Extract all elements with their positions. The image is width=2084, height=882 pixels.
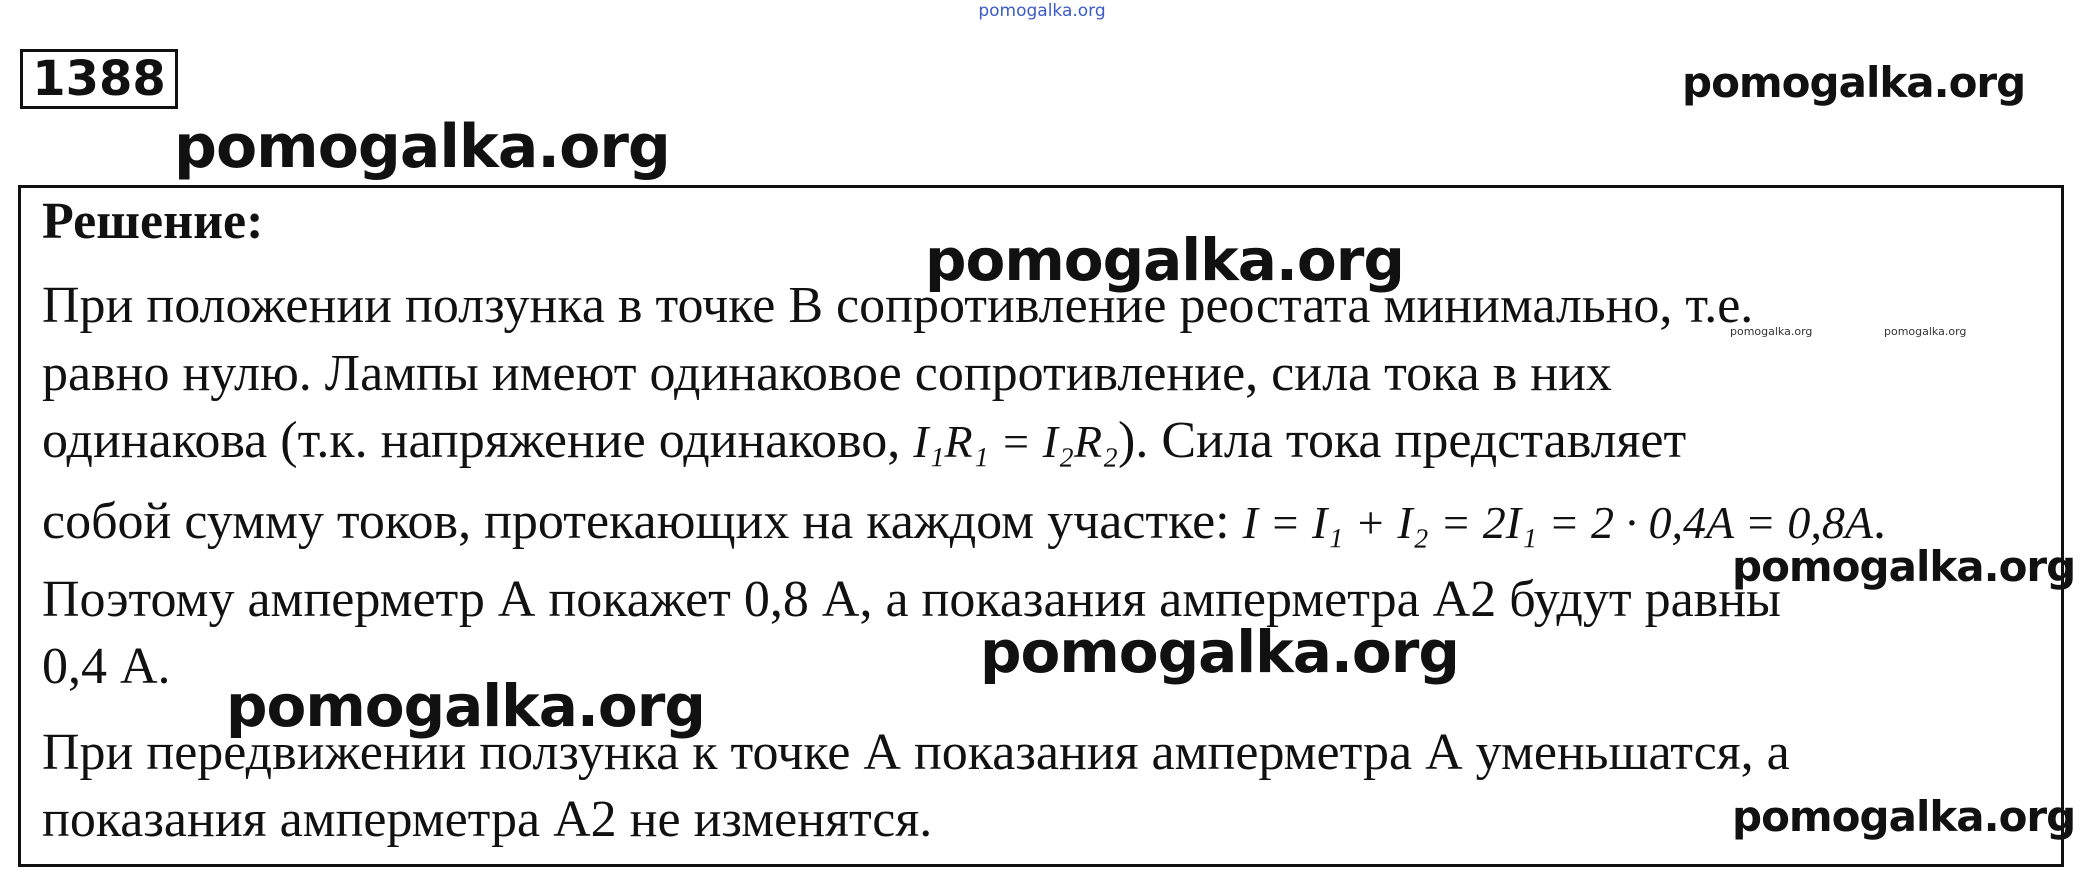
line3-end: ). Сила тока представляет [1118, 412, 1687, 469]
problem-number-box: 1388 [20, 49, 178, 109]
watermark-header-right: pomogalka.org [1682, 58, 2026, 107]
formula-equal-voltage: I₁R₁ = I₂R₂ [913, 416, 1119, 467]
solution-line-2: равно нулю. Лампы имеют одинаковое сопротивление, сила тока в них [42, 345, 1612, 402]
solution-line-7: При передвижении ползунка к точке А показания амперметра А уменьшатся, а [42, 724, 1790, 781]
watermark-left-bottom: pomogalka.org [226, 672, 705, 740]
line3-text: одинакова (т.к. напряжение одинаково, [42, 412, 901, 469]
watermark-header-left: pomogalka.org [174, 112, 670, 182]
line4-end: . [1872, 493, 1886, 550]
line4-text: собой сумму токов, протекающих на каждом участке: [42, 493, 1230, 550]
solution-line-5: Поэтому амперметр А покажет 0,8 А, а показания амперметра А2 будут равны [42, 571, 1781, 628]
watermark-tiny-1: pomogalka.org [1730, 325, 1813, 338]
solution-line-8: показания амперметра А2 не изменятся. [42, 791, 933, 848]
solution-line-4 [42, 492, 1886, 553]
top-watermark: pomogalka.org [978, 1, 1106, 21]
solution-line-3 [42, 411, 1686, 472]
watermark-mid-bottom: pomogalka.org [980, 618, 1459, 686]
solution-line-6: 0,4 А. [42, 638, 171, 695]
watermark-right-mid: pomogalka.org [1732, 542, 2076, 591]
solution-title: Решение: [42, 193, 264, 250]
watermark-tiny-2: pomogalka.org [1884, 325, 1967, 338]
formula-total-current: I = I₁ + I₂ = 2I₁ = 2 · 0,4A = 0,8A [1242, 497, 1873, 548]
solution-line-1: При положении ползунка в точке В сопротивление реостата минимально, т.е. [42, 277, 1754, 334]
watermark-mid-top: pomogalka.org [925, 226, 1404, 294]
watermark-right-bottom: pomogalka.org [1732, 792, 2076, 841]
